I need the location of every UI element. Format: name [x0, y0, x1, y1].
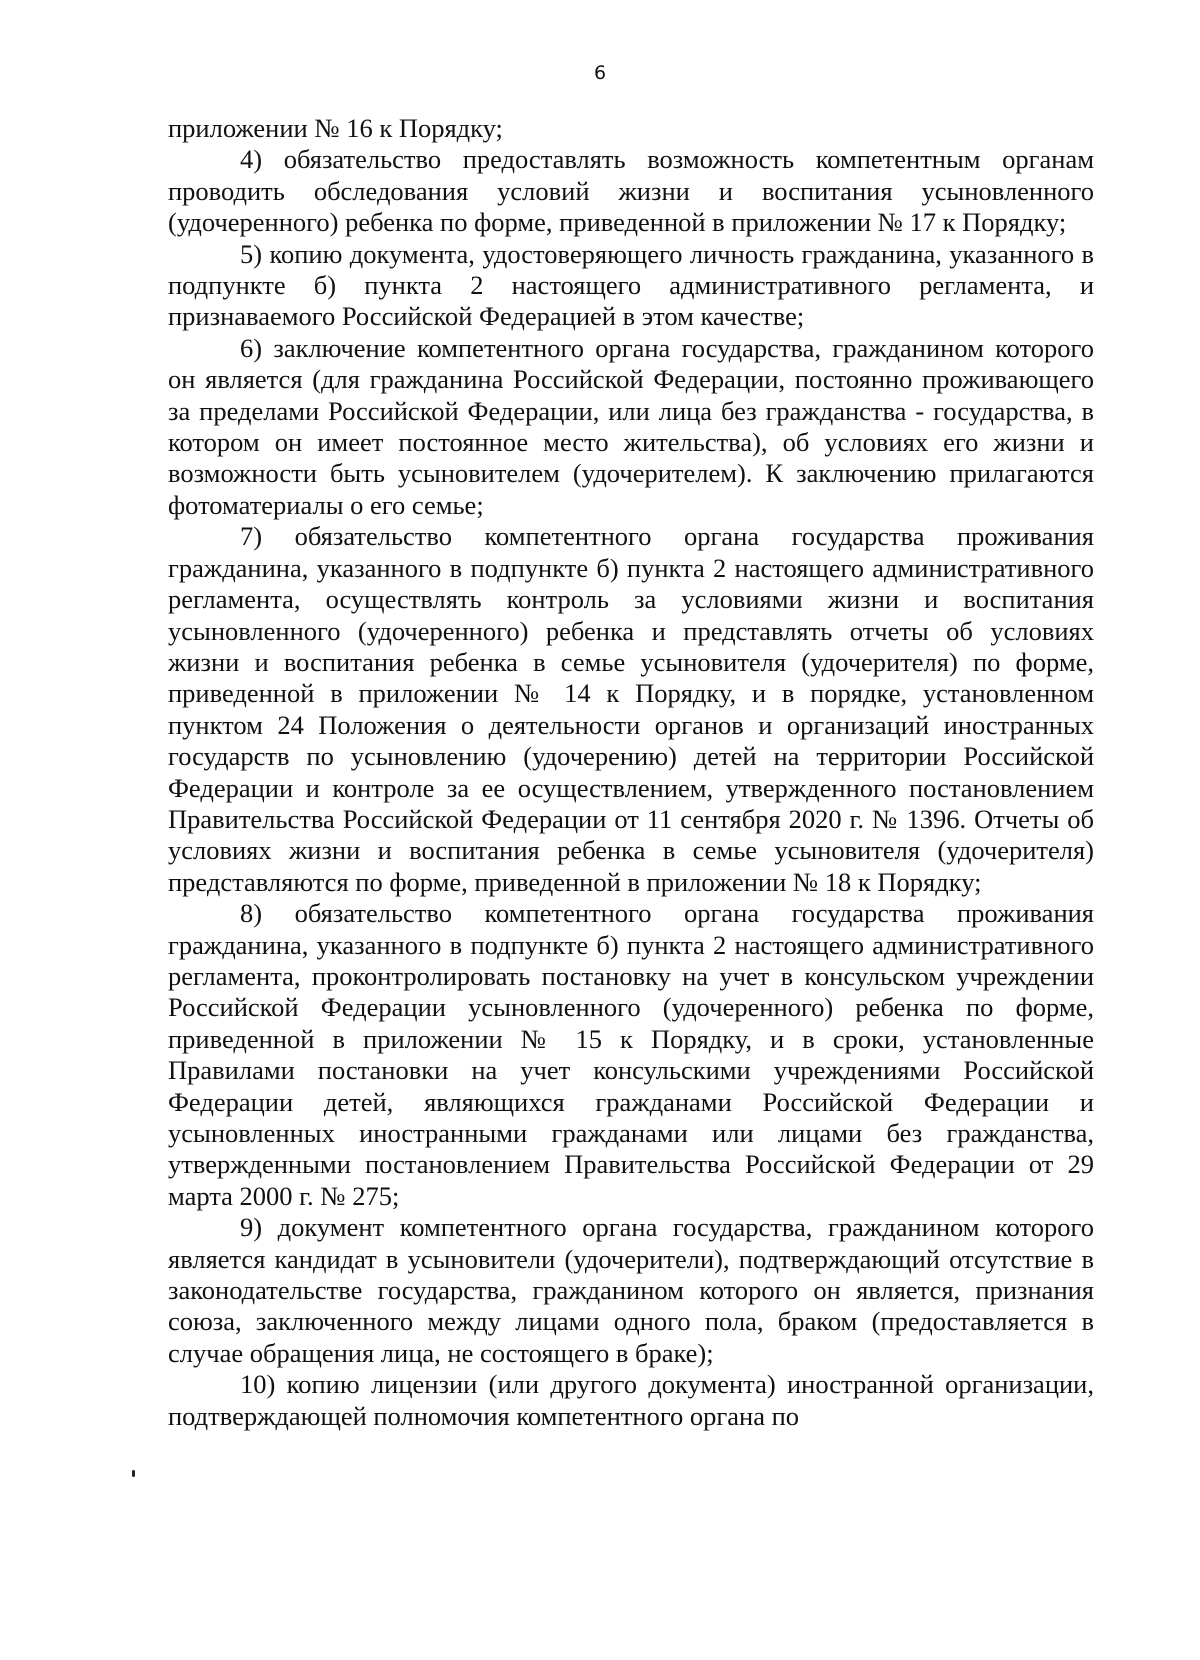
paragraph-item-8: 8) обязательство компетентного органа государства проживания гражданина, указанного в подпункте б) пункта 2 настоящего административного регламента, проконтролировать постановку на учет в консульском учреждении Российской Федерации усыновленного (удочеренного) ребенка по форме, приведенной в приложении № 15 к Порядку, и в сроки, установленные Правилами постановки на учет консульскими учреждениями Российской Федерации детей, являющихся гражданами Российской Федерации и усыновленных иностранными гражданами или лицами без гражданства, утвержденными постановлением Правительства Российской Федерации от 29 марта 2000 г. № 275; [168, 898, 1094, 1211]
page-number: 6 [593, 62, 607, 84]
document-body [168, 113, 1094, 1432]
paragraph-continuation: приложении № 16 к Порядку; [168, 113, 503, 143]
paragraph-item-7: 7) обязательство компетентного органа государства проживания гражданина, указанного в подпункте б) пункта 2 настоящего административного регламента, осуществлять контроль за условиями жизни и воспитания усыновленного (удочеренного) ребенка и представлять отчеты об условиях жизни и воспитания ребенка в семье усыновителя (удочерителя) по форме, приведенной в приложении № 14 к Порядку, и в порядке, установленном пунктом 24 Положения о деятельности органов и организаций иностранных государств по усыновлению (удочерению) детей на территории Российской Федерации и контроле за ее осуществлением, утвержденного постановлением Правительства Российской Федерации от 11 сентября 2020 г. № 1396. Отчеты об условиях жизни и воспитания ребенка в семье усыновителя (удочерителя) представляются по форме, приведенной в приложении № 18 к Порядку; [168, 521, 1094, 897]
paragraph-item-4: 4) обязательство предоставлять возможность компетентным органам проводить обследования условий жизни и воспитания усыновленного (удочеренного) ребенка по форме, приведенной в приложении № 17 к Порядку; [168, 144, 1094, 238]
paragraph-item-10: 10) копию лицензии (или другого документа) иностранной организации, подтверждающей полномочия компетентного органа по [168, 1369, 1094, 1431]
paragraph-item-5: 5) копию документа, удостоверяющего личность гражданина, указанного в подпункте б) пункта 2 настоящего административного регламента, и признаваемого Российской Федерацией в этом качестве; [168, 238, 1094, 332]
scan-speck-mark [132, 1470, 135, 1477]
paragraph-item-6: 6) заключение компетентного органа государства, гражданином которого он является (для гражданина Российской Федерации, постоянно проживающего за пределами Российской Федерации, или лица без гражданства - государства, в котором он имеет постоянное место жительства), об условиях его жизни и возможности быть усыновителем (удочерителем). К заключению прилагаются фотоматериалы о его семье; [168, 332, 1094, 520]
paragraph-item-9: 9) документ компетентного органа государства, гражданином которого является кандидат в усыновители (удочерители), подтверждающий отсутствие в законодательстве государства, гражданином которого он является, признания союза, заключенного между лицами одного пола, браком (предоставляется в случае обращения лица, не состоящего в браке); [168, 1212, 1094, 1368]
